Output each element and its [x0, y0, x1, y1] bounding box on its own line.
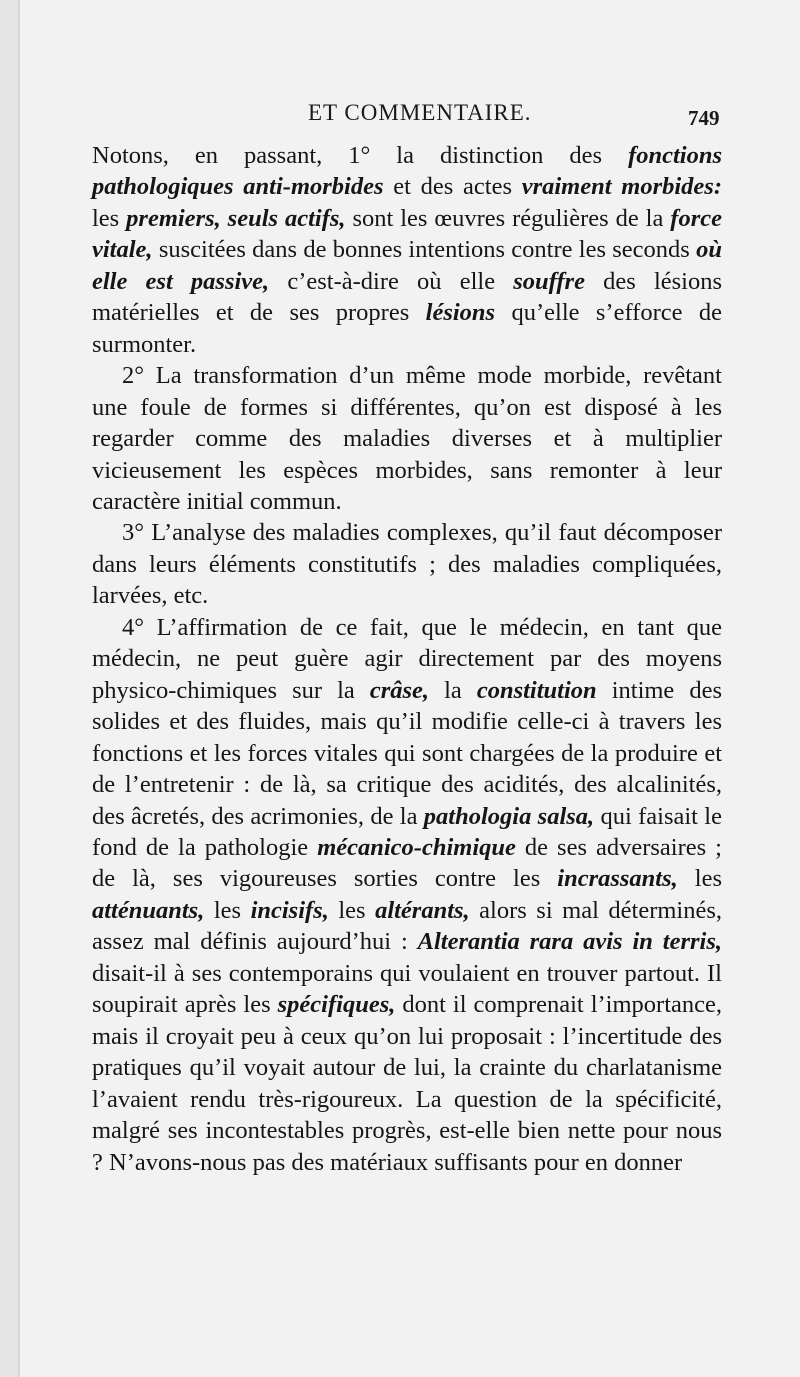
paragraph [92, 517, 722, 611]
italic-text: altérants, [375, 896, 470, 924]
book-page [18, 0, 800, 1377]
body-text [92, 140, 722, 1178]
italic-text: pathologia salsa, [423, 802, 595, 830]
text-segment: qui faisait le fond de la pathologie [92, 802, 722, 861]
text-segment: la [429, 676, 477, 704]
text-segment: de ses adversaires ; de là, ses vigoureuses sorties contre les [92, 833, 722, 893]
text-segment: dont il comprenait l’importance, mais il croyait peu à ceux qu’on lui proposait : l’incertitude des pratiques qu’il voyait autour de lui, la crainte du charlatanisme l’avaient rendu très-rigoureux. La question de la spécificité, malgré ses incontestables progrès, est-elle bien nette pour nous ? N’avons-nous pas des matériaux suffisants pour en donner [92, 991, 722, 1176]
italic-text: spécifiques, [277, 991, 396, 1019]
text-segment: les [328, 896, 376, 924]
running-title: ET COMMENTAIRE. [308, 100, 532, 125]
text-segment: les [677, 865, 722, 893]
text-segment: suscitées dans de bonnes intentions contre les seconds [152, 236, 697, 264]
italic-text: fonctions pathologiques anti-morbides [92, 142, 722, 201]
page-number: 749 [688, 106, 720, 130]
italic-text: souffre [513, 267, 585, 295]
text-segment: 2° La transformation d’un même mode morbide, revêtant une foule de formes si différentes, qu’on est disposé à les regarder comme des maladies diverses et à multiplier vicieusement les espèces morbides, sans remonter à leur caractère initial commun. [92, 362, 722, 515]
italic-text: Alterantia rara avis in terris, [417, 928, 722, 956]
text-segment: intime des solides et des fluides, mais qu’il modifie celle-ci à travers les fonctions et les forces vitales qui sont chargées de la produire et de l’entretenir : de là, sa critique des acidités, des alcalinités, des âcretés, des acrimonies, de la [92, 676, 723, 830]
text-segment: les [204, 896, 251, 924]
text-segment: 3° L’analyse des maladies complexes, qu’il faut décomposer dans leurs éléments constitutifs ; des maladies compliquées, larvées, etc. [92, 519, 722, 610]
text-segment: alors si mal déterminés, assez mal définis aujourd’hui : [92, 896, 722, 956]
italic-text: force vitale, [92, 204, 722, 264]
italic-text: constitution [476, 676, 597, 704]
page-header [20, 92, 800, 132]
paragraph [92, 612, 722, 1178]
italic-text: premiers, seuls actifs, [126, 204, 346, 232]
text-segment: des lésions matérielles et de ses propres [92, 267, 723, 327]
text-segment: Notons, en passant, 1° la distinction des [92, 142, 629, 169]
italic-text: vraiment morbides: [521, 173, 722, 201]
italic-text: mécanico-chimique [317, 833, 516, 861]
italic-text: incisifs, [250, 896, 329, 924]
text-segment: sont les œuvres régulières de la [345, 204, 671, 232]
italic-text: incrassants, [557, 865, 678, 893]
text-segment: et des actes [383, 173, 522, 201]
italic-text: atténuants, [92, 896, 205, 924]
italic-text: lésions [425, 299, 496, 327]
text-segment: disait-il à ses contemporains qui voulaient en trouver partout. Il soupirait après les [92, 959, 722, 1019]
text-segment: qu’elle s’efforce de surmonter. [92, 299, 723, 358]
italic-text: où elle est passive, [92, 236, 722, 295]
text-segment: 4° L’affirmation de ce fait, que le médecin, en tant que médecin, ne peut guère agir directement par des moyens physico-chimiques sur la [92, 613, 722, 704]
text-segment: c’est-à-dire où elle [269, 267, 514, 295]
paragraph [92, 140, 722, 360]
text-segment: les [92, 204, 127, 232]
paragraph [92, 360, 722, 517]
italic-text: crâse, [369, 676, 430, 704]
